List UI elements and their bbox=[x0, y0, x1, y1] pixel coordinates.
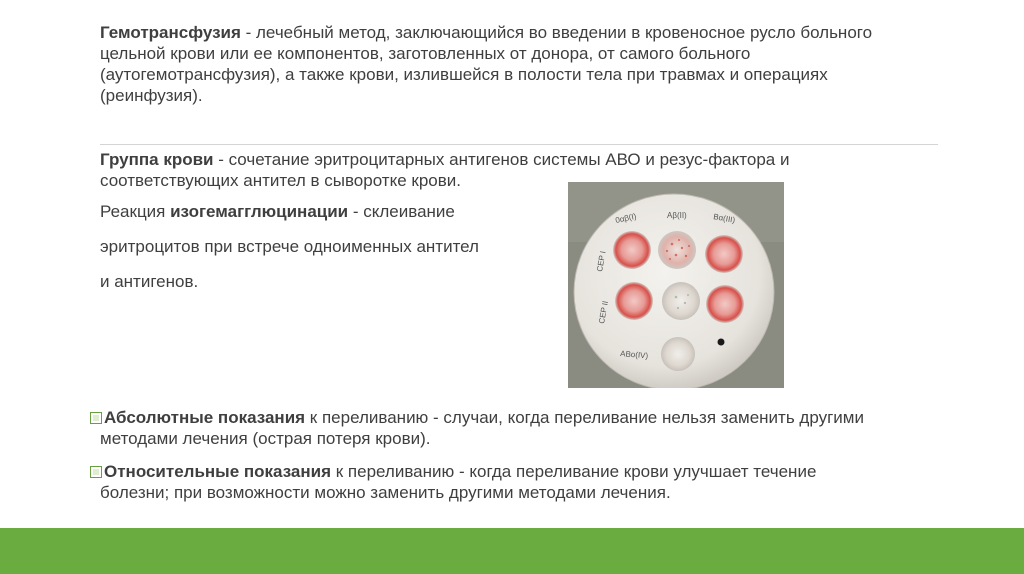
well-o-row1 bbox=[613, 231, 651, 269]
well-b-row1 bbox=[705, 235, 743, 273]
plate-hole bbox=[718, 339, 725, 346]
checkbox-bullet-icon bbox=[90, 412, 102, 424]
term-blood-group: Группа крови bbox=[100, 150, 214, 169]
checkbox-bullet-icon bbox=[90, 466, 102, 478]
paragraph-agglutination-line1 bbox=[100, 201, 455, 222]
bullet-relative-indications bbox=[90, 461, 950, 503]
label-row1: CEP I bbox=[595, 250, 608, 273]
well-a-row2 bbox=[662, 282, 700, 320]
term-relative-indications: Относительные показания bbox=[104, 462, 332, 481]
term-hemotransfusion: Гемотрансфузия bbox=[100, 23, 241, 42]
agglutination-prefix: Реакция bbox=[100, 202, 171, 221]
definition-blood-group: - сочетание эритроцитарных антигенов системы АВО и резус-фактора и соответствующих антител в сыворотке крови. bbox=[100, 150, 790, 190]
agglutination-text-1: - склеивание bbox=[348, 202, 455, 221]
bullet-absolute-indications bbox=[90, 407, 950, 449]
divider bbox=[100, 144, 938, 145]
well-o-row2 bbox=[615, 282, 653, 320]
label-o: 0αβ(I) bbox=[614, 211, 638, 225]
absolute-indications-text-2: методами лечения (острая потеря крови). bbox=[100, 429, 431, 448]
definition-hemotransfusion: - лечебный метод, заключающийся во введении в кровеносное русло больного цельной крови или ее компонентов, заготовленных от донора, от самого больного (аутогемотрансфузия), а также крови, излившейся в полости тела при травмах и операциях (реинфузия). bbox=[100, 23, 873, 105]
label-b: Bα(III) bbox=[712, 212, 736, 225]
label-a: Aβ(II) bbox=[667, 211, 687, 220]
blood-typing-plate-photo bbox=[568, 182, 784, 388]
label-ab: ABo(IV) bbox=[619, 349, 649, 361]
well-a-row1 bbox=[658, 231, 696, 269]
paragraph-agglutination-line3: и антигенов. bbox=[100, 272, 199, 291]
relative-indications-text-1: к переливанию - когда переливание крови улучшает течение bbox=[331, 462, 817, 481]
well-b-row2 bbox=[706, 285, 744, 323]
footer-accent-bar bbox=[0, 528, 1024, 574]
relative-indications-text-2: болезни; при возможности можно заменить другими методами лечения. bbox=[100, 483, 671, 502]
paragraph-agglutination-line2: эритроцитов при встрече одноименных антител bbox=[100, 237, 479, 256]
term-absolute-indications: Абсолютные показания bbox=[104, 408, 306, 427]
label-row2: CEP II bbox=[597, 300, 610, 325]
well-ab bbox=[661, 337, 695, 371]
absolute-indications-text-1: к переливанию - случаи, когда переливание нельзя заменить другими bbox=[305, 408, 864, 427]
term-agglutination: изогемагглюцинации bbox=[170, 202, 349, 221]
paragraph-hemotransfusion bbox=[100, 22, 920, 106]
